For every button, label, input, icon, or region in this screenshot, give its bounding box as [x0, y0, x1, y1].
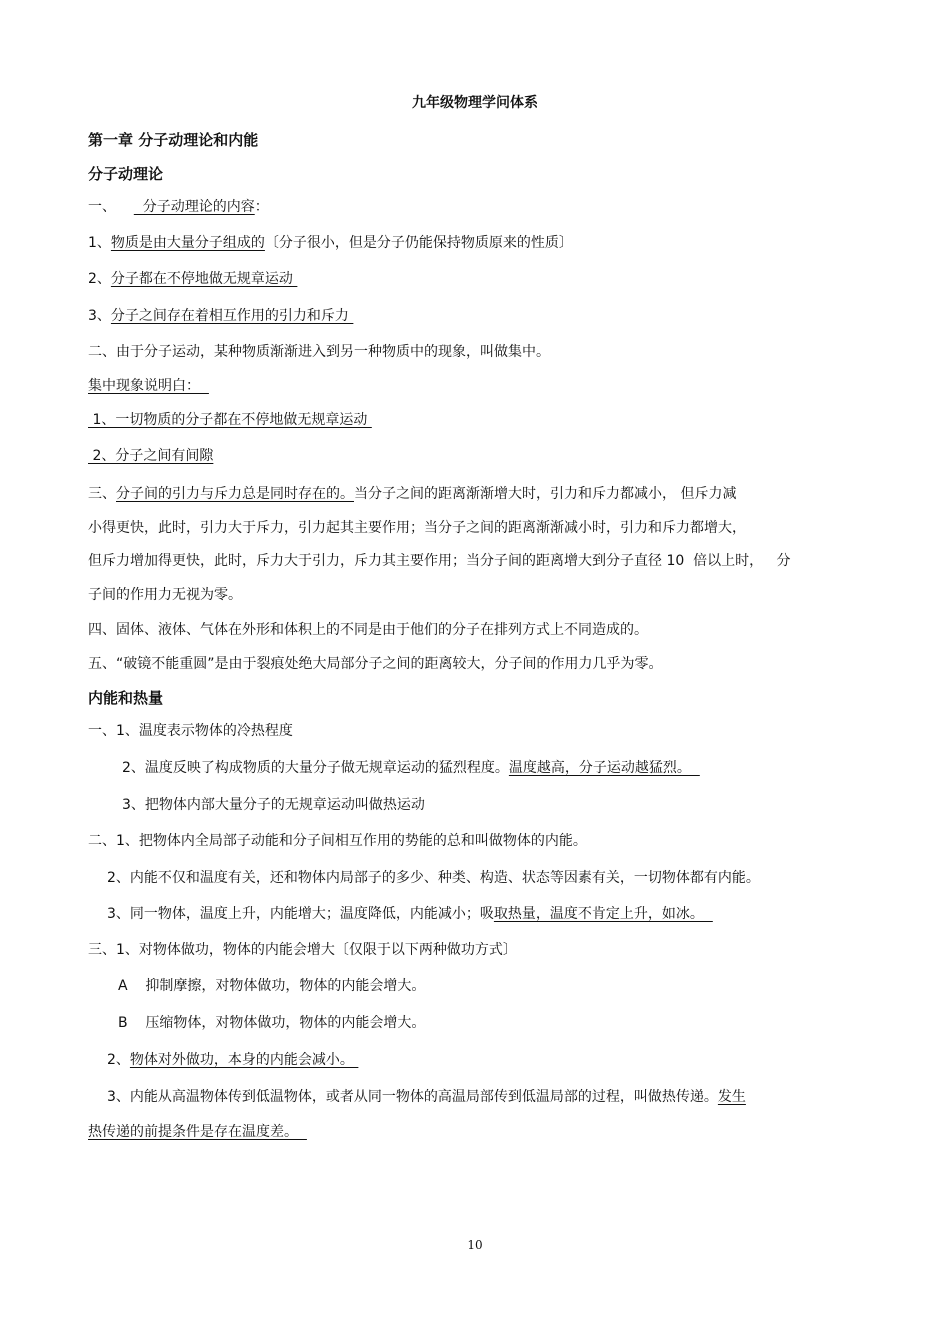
- paragraph: 二、由于分子运动，某种物质渐渐进入到另一种物质中的现象，叫做集中。: [88, 344, 550, 360]
- section-heading-internal-energy: 内能和热量: [88, 689, 164, 707]
- section-heading-molecular-theory: 分子动理论: [88, 165, 164, 183]
- paragraph: 2、内能不仅和温度有关，还和物体内局部子的多少、种类、构造、状态等因素有关，一切物体都有内能。: [107, 870, 760, 886]
- paragraph: 二、1、把物体内全局部子动能和分子间相互作用的势能的总和叫做物体的内能。: [88, 833, 587, 849]
- list-item: 2、分子之间有间隙: [88, 448, 214, 464]
- paragraph: 2、物体对外做功，本身的内能会减小。: [107, 1052, 359, 1068]
- paragraph: 3、把物体内部大量分子的无规章运动叫做热运动: [122, 797, 425, 813]
- list-item: 3、分子之间存在着相互作用的引力和斥力: [88, 308, 354, 324]
- paragraph: 三、1、对物体做功，物体的内能会增大〔仅限于以下两种做功方式〕: [88, 942, 517, 958]
- paragraph-line: 子间的作用力无视为零。: [88, 587, 242, 603]
- paragraph-line: 小得更快，此时，引力大于斥力，引力起其主要作用；当分子之间的距离渐渐减小时，引力和斥力都增大，: [88, 520, 746, 536]
- paragraph: 3、内能从高温物体传到低温物体，或者从同一物体的高温局部传到低温局部的过程，叫做热传递。发生: [107, 1089, 746, 1105]
- paragraph: 集中现象说明白：: [88, 378, 209, 394]
- list-item: 2、分子都在不停地做无规章运动: [88, 271, 298, 287]
- chapter-heading: 第一章 分子动理论和内能: [88, 131, 259, 149]
- list-item: 1、一切物质的分子都在不停地做无规章运动: [88, 412, 372, 428]
- paragraph-line: 热传递的前提条件是存在温度差。: [88, 1124, 307, 1140]
- paragraph: 四、固体、液体、气体在外形和体积上的不同是由于他们的分子在排列方式上不同造成的。: [88, 622, 648, 638]
- paragraph: 三、分子间的引力与斥力总是同时存在的。当分子之间的距离渐渐增大时，引力和斥力都减小， 但斥力减: [88, 486, 737, 502]
- list-item: B 压缩物体，对物体做功，物体的内能会增大。: [118, 1015, 426, 1031]
- paragraph: 一、 分子动理论的内容：: [88, 199, 269, 215]
- list-item: 1、物质是由大量分子组成的〔分子很小，但是分子仍能保持物质原来的性质〕: [88, 235, 573, 251]
- paragraph: 一、1、温度表示物体的冷热程度: [88, 723, 293, 739]
- paragraph: 3、同一物体，温度上升，内能增大；温度降低，内能减小；吸取热量，温度不肯定上升，如冰。: [107, 906, 713, 922]
- page-number: 10: [467, 1238, 483, 1252]
- list-item: A 抑制摩擦，对物体做功，物体的内能会增大。: [118, 978, 426, 994]
- document-title: 九年级物理学问体系: [412, 95, 538, 111]
- paragraph: 2、温度反映了构成物质的大量分子做无规章运动的猛烈程度。温度越高，分子运动越猛烈。: [122, 760, 700, 776]
- paragraph-line: 但斥力增加得更快，此时，斥力大于引力，斥力其主要作用；当分子间的距离增大到分子直径 10 倍以上时， 分: [88, 553, 791, 569]
- paragraph: 五、“破镜不能重圆”是由于裂痕处绝大局部分子之间的距离较大，分子间的作用力几乎为零。: [88, 656, 663, 672]
